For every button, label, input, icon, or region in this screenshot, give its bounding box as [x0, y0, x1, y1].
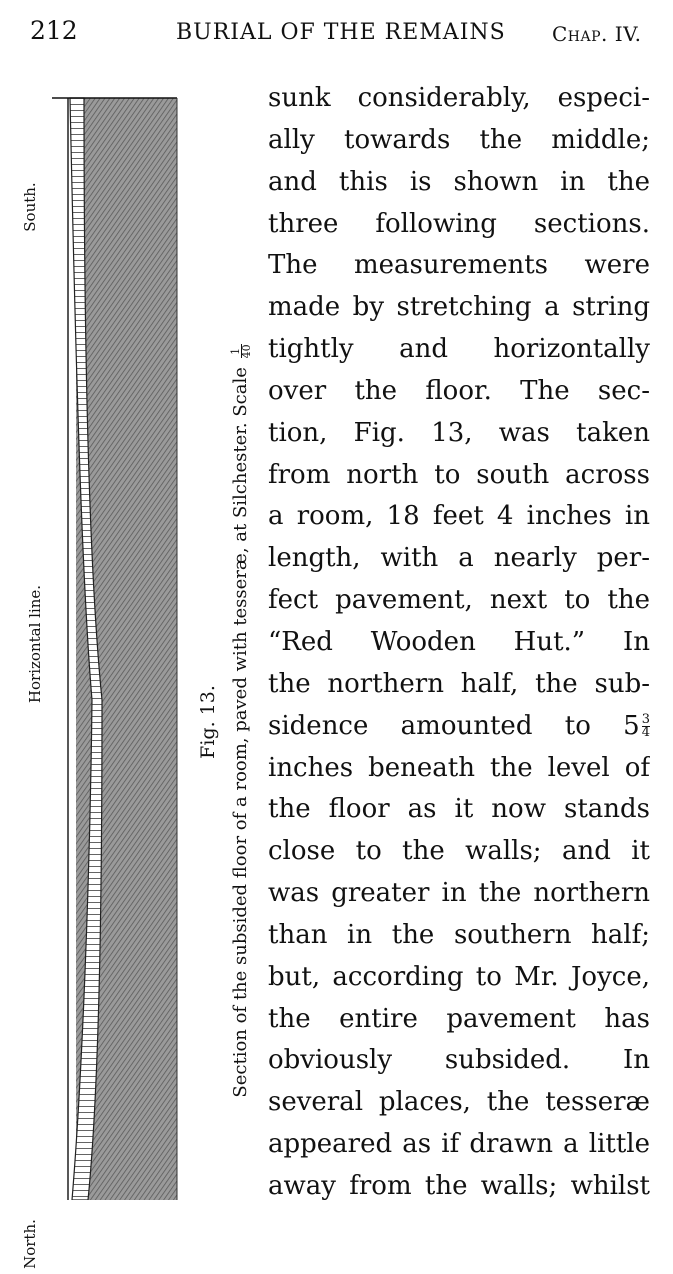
text-line: a room, 18 feet 4 inches in — [268, 501, 650, 532]
body-text — [268, 78, 650, 1208]
text-line-content: sidence amounted to 5 — [268, 710, 640, 741]
text-line: the floor as it now stands — [268, 794, 650, 825]
text-line-with-fraction — [268, 706, 650, 748]
text-line: several places, the tesseræ — [268, 1087, 650, 1118]
scale-fraction — [228, 344, 253, 359]
north-label: North. — [21, 1219, 39, 1269]
figure-number: Fig. 13. — [197, 685, 219, 759]
text-line: inches beneath the level of — [268, 752, 650, 783]
text-line: sunk considerably, especi- — [268, 83, 650, 113]
text-line: length, with a nearly per- — [268, 543, 650, 574]
text-line: was greater in the northern — [268, 878, 650, 909]
scale-numerator: 1 — [231, 344, 242, 358]
text-line: close to the walls; and it — [268, 836, 650, 867]
fraction-numerator: 3 — [641, 712, 650, 728]
text-line: from north to south across — [268, 459, 650, 490]
figure-caption-text: Section of the subsided floor of a room, paved with tesseræ, at Silchester. Scale — [230, 367, 251, 1098]
text-line: tightly and horizontally — [268, 334, 650, 365]
page-number: 212 — [30, 16, 78, 45]
text-line: away from the walls; whilst — [268, 1170, 650, 1201]
chapter-label: Chap. IV. — [552, 22, 642, 46]
text-line: but, according to Mr. Joyce, — [268, 961, 650, 992]
text-line: tion, Fig. 13, was taken — [268, 417, 650, 448]
fraction-denominator: 4 — [641, 725, 650, 741]
horizontal-line-label: Horizontal line. — [26, 584, 44, 704]
text-line: appeared as if drawn a little — [268, 1129, 650, 1160]
text-line: the entire pavement has — [268, 1003, 650, 1034]
text-line: fect pavement, next to the — [268, 585, 650, 616]
text-line: made by stretching a string — [268, 292, 650, 323]
running-title: BURIAL OF THE REMAINS — [176, 20, 506, 45]
text-line: The measurements were — [268, 250, 650, 281]
figure-13 — [0, 80, 265, 1269]
text-line: and this is shown in the — [268, 166, 650, 197]
text-line: three following sections. — [268, 208, 650, 239]
text-line: ally towards the middle; — [268, 124, 650, 155]
text-line: the northern half, the sub- — [268, 668, 650, 699]
text-line: obviously subsided. In — [268, 1045, 650, 1076]
text-line: “Red Wooden Hut.” In — [268, 626, 650, 657]
text-line: over the floor. The sec- — [268, 375, 650, 406]
text-line: than in the southern half; — [268, 919, 650, 950]
figure-caption — [228, 296, 254, 1146]
subsidence-fraction — [642, 714, 650, 739]
south-label: South. — [21, 182, 39, 232]
page-header — [0, 10, 673, 50]
scale-denominator: 40 — [239, 344, 253, 359]
